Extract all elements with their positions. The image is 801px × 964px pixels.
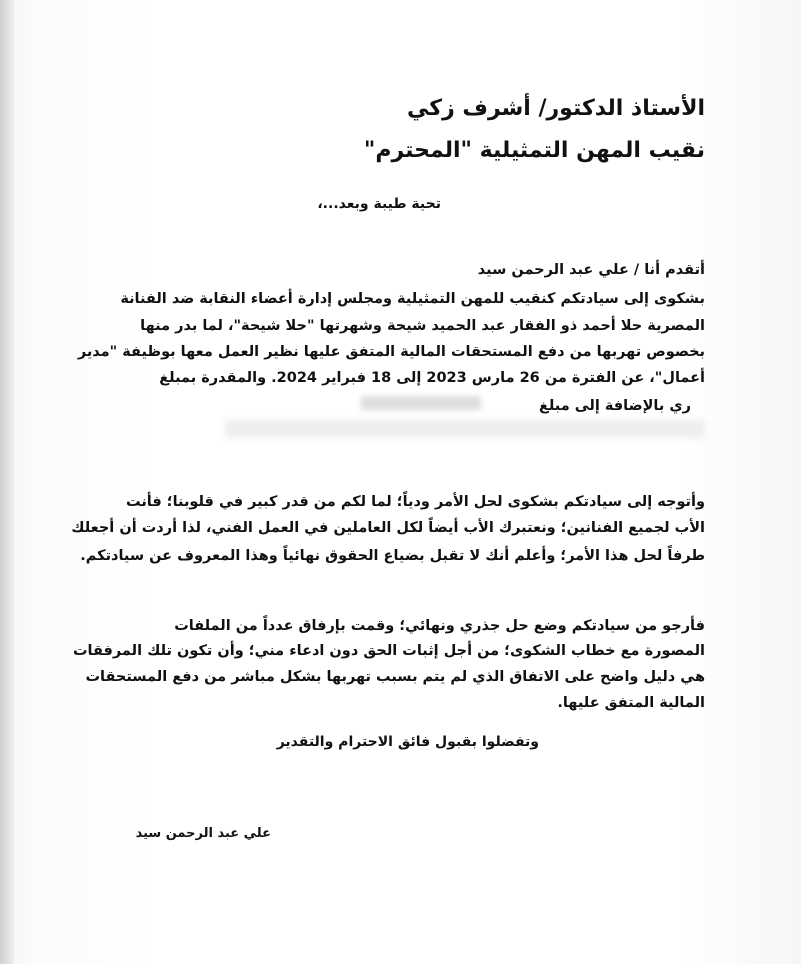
para3-line: هي دليل واضح على الاتفاق الذي لم يتم بسبب تهربها بشكل مباشر من دفع المستحقات xyxy=(85,669,705,685)
para1-line: أتقدم أنا / علي عبد الرحمن سيد xyxy=(477,262,705,278)
page-edge-shadow xyxy=(0,0,14,964)
para2-line: وأتوجه إلى سيادتكم بشكوى لحل الأمر ودياً؛ لما لكم من قدر كبير في قلوبنا؛ فأنت xyxy=(126,494,705,510)
redacted-line xyxy=(225,420,705,438)
greeting: تحية طيبة وبعد...، xyxy=(317,196,441,212)
para1-line: المصرية حلا أحمد ذو الفقار عبد الحميد شيحة وشهرتها "حلا شيحة"، لما بدر منها xyxy=(140,318,705,334)
para3-line: فأرجو من سيادتكم وضع حل جذري ونهائي؛ وقمت بإرفاق عدداً من الملفات xyxy=(174,618,705,634)
para1-line: أعمال"، عن الفترة من 26 مارس 2023 إلى 18 فبراير 2024. والمقدرة بمبلغ xyxy=(159,370,705,386)
para2-line: الأب لجميع الفنانين؛ ونعتبرك الأب أيضاً لكل العاملين في العمل الفني، لذا أردت أن أجعلك xyxy=(71,520,705,536)
addressee-name: الأستاذ الدكتور/ أشرف زكي xyxy=(407,96,705,121)
signature: علي عبد الرحمن سيد xyxy=(135,826,271,841)
addressee-title: نقيب المهن التمثيلية "المحترم" xyxy=(363,138,705,163)
para1-line: بخصوص تهربها من دفع المستحقات المالية المتفق عليها نظير العمل معها بوظيفة "مدير xyxy=(77,344,705,360)
para3-line: المالية المتفق عليها. xyxy=(557,695,705,711)
closing: وتفضلوا بقبول فائق الاحترام والتقدير xyxy=(276,734,539,750)
para2-line: طرفاً لحل هذا الأمر؛ وأعلم أنك لا تقبل بضياع الحقوق نهائياً وهذا المعروف عن سيادتكم. xyxy=(80,548,705,564)
para3-line: المصورة مع خطاب الشكوى؛ من أجل إثبات الحق دون ادعاء مني؛ وأن تكون تلك المرفقات xyxy=(72,643,705,659)
para1-line: بشكوى إلى سيادتكم كنقيب للمهن التمثيلية ومجلس إدارة أعضاء النقابة ضد الفنانة xyxy=(120,291,705,307)
para1-line: ري بالإضافة إلى مبلغ xyxy=(538,398,691,414)
redacted-amount xyxy=(361,396,481,410)
